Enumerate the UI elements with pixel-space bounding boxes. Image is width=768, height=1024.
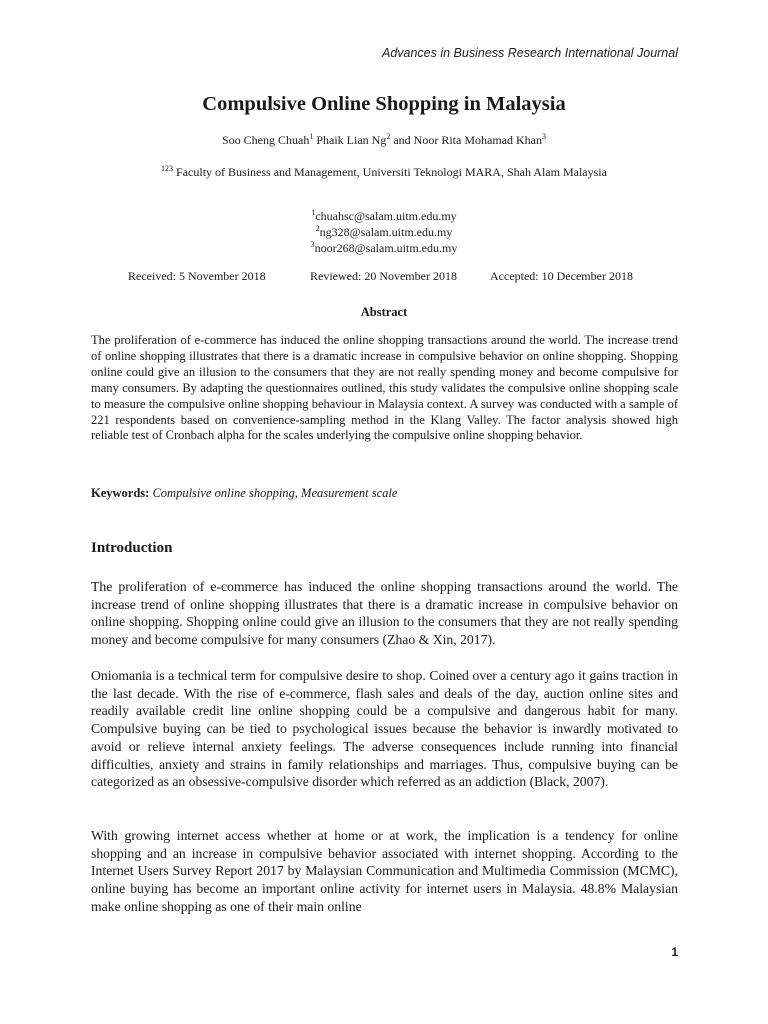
email-list bbox=[0, 208, 768, 256]
keywords-values: Compulsive online shopping, Measurement scale bbox=[152, 486, 398, 500]
author-superscript: 3 bbox=[541, 132, 546, 141]
abstract-heading: Abstract bbox=[360, 305, 408, 319]
email-line bbox=[0, 208, 768, 224]
affiliation-superscript: 123 bbox=[161, 164, 174, 173]
email-address: chuahsc@salam.uitm.edu.my bbox=[315, 209, 457, 223]
keywords-label: Keywords: bbox=[91, 486, 150, 500]
authors-connector: and bbox=[393, 133, 411, 147]
author-superscript: 1 bbox=[309, 132, 314, 141]
abstract-text: The proliferation of e-commerce has induced the online shopping transactions around the world. The increase trend of online shopping illustrates that there is a dramatic increase in compulsive behavior on online shopping. Shopping online could give an illusion to the consumers that they are not really spending money and become compulsive for many consumers. By adapting the questionnaires outlined, this study validates the compulsive online shopping scale to measure the compulsive online shopping behaviour in Malaysia context. A survey was conducted with a sample of 221 respondents based on convenience-sampling method in the Klang Valley. The factor analysis showed high reliable test of Cronbach alpha for the scales underlying the compulsive online shopping behavior. bbox=[91, 333, 678, 443]
email-line bbox=[0, 224, 768, 240]
email-superscript: 1 bbox=[311, 208, 316, 217]
journal-name: Advances in Business Research International Journal bbox=[381, 46, 678, 60]
affiliation-text: Faculty of Business and Management, Universiti Teknologi MARA, Shah Alam Malaysia bbox=[176, 165, 607, 179]
paper-title: Compulsive Online Shopping in Malaysia bbox=[202, 93, 566, 115]
author-list bbox=[0, 133, 768, 148]
intro-paragraph: Oniomania is a technical term for compulsive desire to shop. Coined over a century ago it gains traction in the last decade. With the rise of e-commerce, flash sales and deals of the day, auction online sites and readily available credit line online shopping could be a compulsive and dangerous habit for many. Compulsive buying can be tied to psychological issues because the behavior is inwardly motivated to avoid or relieve internal anxiety feelings. The adverse consequences include running into financial difficulties, anxiety and strains in family relationships and marriages. Thus, compulsive buying can be categorized as an obsessive-compulsive disorder which referred as an addiction (Black, 2007). bbox=[91, 668, 678, 790]
section-heading-introduction: Introduction bbox=[91, 540, 173, 556]
author-name: Phaik Lian Ng bbox=[316, 133, 387, 147]
email-superscript: 2 bbox=[315, 224, 320, 233]
email-address: noor268@salam.uitm.edu.my bbox=[314, 241, 458, 255]
email-address: ng328@salam.uitm.edu.my bbox=[319, 225, 453, 239]
keywords bbox=[91, 486, 678, 501]
accepted-date: Accepted: 10 December 2018 bbox=[490, 269, 633, 283]
intro-paragraph: With growing internet access whether at home or at work, the implication is a tendency for online shopping and an increase in compulsive behavior associated with internet shopping. According to the Internet Users Survey Report 2017 by Malaysian Communication and Multimedia Commission (MCMC), online buying has become an important online activity for internet users in Malaysia. 48.8% Malaysian make online shopping as one of their main online bbox=[91, 828, 678, 914]
reviewed-date: Reviewed: 20 November 2018 bbox=[310, 269, 457, 283]
author-name: Noor Rita Mohamad Khan bbox=[413, 133, 542, 147]
received-date: Received: 5 November 2018 bbox=[128, 269, 266, 283]
intro-paragraph: The proliferation of e-commerce has induced the online shopping transactions around the world. The increase trend of online shopping illustrates that there is a dramatic increase in compulsive behavior on online shopping. Shopping online could give an illusion to the consumers that they are not really spending money and become compulsive for many consumers (Zhao & Xin, 2017). bbox=[91, 579, 678, 648]
email-superscript: 3 bbox=[310, 240, 315, 249]
email-line bbox=[0, 240, 768, 256]
author-name: Soo Cheng Chuah bbox=[222, 133, 310, 147]
author-superscript: 2 bbox=[386, 132, 391, 141]
page-number: 1 bbox=[671, 945, 678, 959]
affiliation bbox=[0, 165, 768, 180]
